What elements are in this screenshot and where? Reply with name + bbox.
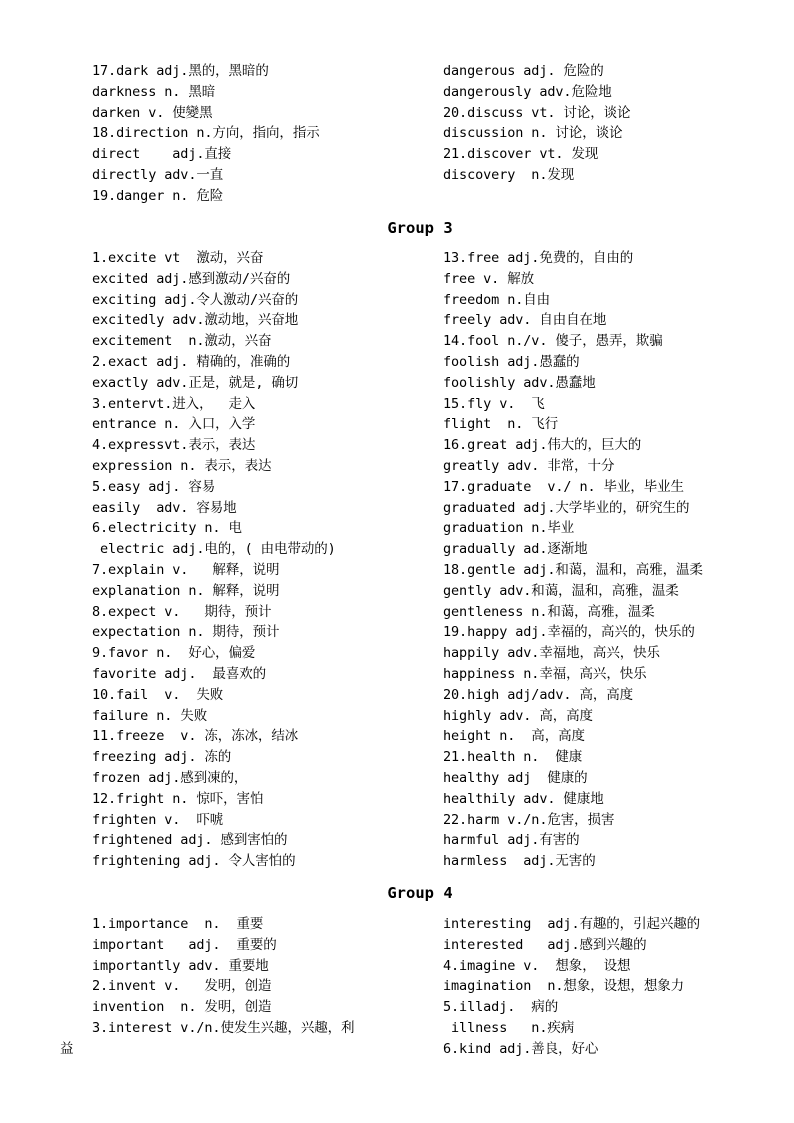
vocab-entry: frozen adj.感到凍的， bbox=[92, 769, 248, 786]
vocab-entry: 2.exact adj. 精确的，准确的 bbox=[92, 353, 291, 370]
vocab-entry: greatly adv. 非常，十分 bbox=[443, 457, 615, 474]
vocab-entry: explanation n. 解释，说明 bbox=[92, 582, 280, 599]
vocab-entry: 4.imagine v. 想象， 设想 bbox=[443, 957, 631, 974]
left-column bbox=[92, 61, 422, 207]
vocab-entry: exactly adv.正是，就是, 确切 bbox=[92, 374, 299, 391]
vocab-entry: graduated adj.大学毕业的，研究生的 bbox=[443, 499, 690, 516]
vocab-entry: 18.gentle adj.和蔼，温和，高雅，温柔 bbox=[443, 561, 703, 578]
right-column bbox=[443, 248, 763, 872]
vocab-entry: 16.great adj.伟大的，巨大的 bbox=[443, 437, 642, 454]
vocab-entry: 3.interest v./n.使发生兴趣，兴趣，利 bbox=[92, 1019, 355, 1036]
vocab-entry: 19.danger n. 危险 bbox=[92, 187, 224, 204]
vocab-entry: 19.happy adj.幸福的，高兴的，快乐的 bbox=[443, 624, 695, 641]
vocab-entry: 8.expect v. 期待，预计 bbox=[92, 603, 272, 620]
vocab-entry: 4.expressvt.表示，表达 bbox=[92, 437, 256, 454]
vocab-entry: interested adj.感到兴趣的 bbox=[443, 936, 647, 953]
vocab-entry: illness n.疾病 bbox=[443, 1019, 575, 1036]
wrapped-text-tail: 益 bbox=[60, 1041, 74, 1057]
vocab-entry: harmful adj.有害的 bbox=[443, 832, 580, 849]
vocab-entry: entrance n. 入口，入学 bbox=[92, 416, 256, 433]
vocab-entry: happily adv.幸福地，高兴，快乐 bbox=[443, 645, 660, 662]
vocab-entry: 7.explain v. 解释，说明 bbox=[92, 561, 280, 578]
vocab-entry: 13.free adj.免费的，自由的 bbox=[443, 250, 634, 266]
vocab-entry: 11.freeze v. 冻，冻冰，结冰 bbox=[92, 728, 299, 745]
vocab-entry: discussion n. 讨论，谈论 bbox=[443, 125, 623, 142]
vocab-entry: 20.discuss vt. 讨论，谈论 bbox=[443, 104, 631, 121]
vocab-entry: gently adv.和蔼，温和，高雅，温柔 bbox=[443, 582, 679, 599]
vocab-entry: electric adj.电的，( 由电带动的) bbox=[92, 541, 336, 558]
vocab-entry: darkness n. 黑暗 bbox=[92, 83, 216, 100]
vocab-entry: invention n. 发明，创造 bbox=[92, 999, 272, 1016]
vocab-entry: foolishly adv.愚蠢地 bbox=[443, 374, 596, 391]
vocab-entry: 9.favor n. 好心，偏爱 bbox=[92, 645, 256, 662]
vocab-entry: 17.dark adj.黑的，黑暗的 bbox=[92, 63, 269, 79]
vocab-entry: directly adv.一直 bbox=[92, 166, 224, 183]
vocab-entry: 12.fright n. 惊吓，害怕 bbox=[92, 790, 264, 807]
vocab-entry: discovery n.发现 bbox=[443, 166, 575, 183]
vocab-entry: 14.fool n./v. 傻子，愚弄，欺骗 bbox=[443, 333, 663, 350]
vocab-entry: 20.high adj/adv. 高，高度 bbox=[443, 686, 634, 703]
vocab-entry: 17.graduate v./ n. 毕业，毕业生 bbox=[443, 478, 684, 495]
right-column bbox=[443, 61, 763, 186]
vocab-entry: frightened adj. 感到害怕的 bbox=[92, 832, 288, 849]
vocab-entry: excitedly adv.激动地，兴奋地 bbox=[92, 312, 299, 329]
vocab-entry: gentleness n.和蔼，高雅，温柔 bbox=[443, 603, 655, 620]
vocab-entry: importantly adv. 重要地 bbox=[92, 957, 269, 974]
vocab-entry: direct adj.直接 bbox=[92, 146, 232, 163]
vocab-entry: height n. 高，高度 bbox=[443, 728, 585, 745]
vocab-entry: imagination n.想象，设想，想象力 bbox=[443, 978, 685, 995]
vocab-entry: darken v. 使變黑 bbox=[92, 104, 213, 121]
vocab-entry: free v. 解放 bbox=[443, 270, 535, 287]
vocab-entry: exciting adj.令人激动/兴奋的 bbox=[92, 291, 299, 308]
vocab-entry: 5.illadj. 病的 bbox=[443, 999, 559, 1016]
vocab-entry: 18.direction n.方向，指向，指示 bbox=[92, 125, 320, 142]
vocab-entry: graduation n.毕业 bbox=[443, 520, 575, 537]
vocab-entry: healthy adj 健康的 bbox=[443, 769, 588, 786]
vocab-entry: healthily adv. 健康地 bbox=[443, 790, 604, 807]
vocab-entry: 5.easy adj. 容易 bbox=[92, 478, 216, 495]
vocab-entry: excited adj.感到激动/兴奋的 bbox=[92, 270, 291, 287]
right-column bbox=[443, 914, 763, 1060]
vocab-entry: failure n. 失败 bbox=[92, 707, 208, 724]
vocab-entry: 6.electricity n. 电 bbox=[92, 520, 242, 537]
vocab-entry: harmless adj.无害的 bbox=[443, 853, 596, 870]
vocab-entry: freezing adj. 冻的 bbox=[92, 749, 232, 766]
vocab-entry: 21.discover vt. 发现 bbox=[443, 146, 599, 163]
vocab-entry: gradually ad.逐渐地 bbox=[443, 541, 588, 558]
vocab-entry: 22.harm v./n.危害，损害 bbox=[443, 811, 615, 828]
vocab-entry: 6.kind adj.善良，好心 bbox=[443, 1040, 599, 1057]
group-3-heading: Group 3 bbox=[387, 219, 453, 237]
vocab-entry: happiness n.幸福，高兴，快乐 bbox=[443, 665, 647, 682]
vocab-entry: freely adv. 自由自在地 bbox=[443, 312, 607, 329]
vocab-entry: 2.invent v. 发明，创造 bbox=[92, 978, 272, 995]
vocab-entry: expression n. 表示，表达 bbox=[92, 457, 272, 474]
vocab-entry: expectation n. 期待，预计 bbox=[92, 624, 280, 641]
vocab-entry: 15.fly v. 飞 bbox=[443, 395, 545, 412]
vocab-entry: 1.excite vt 激动，兴奋 bbox=[92, 250, 264, 266]
vocab-entry: easily adv. 容易地 bbox=[92, 499, 237, 516]
vocab-entry: excitement n.激动，兴奋 bbox=[92, 333, 272, 350]
vocab-entry: highly adv. 高，高度 bbox=[443, 707, 593, 724]
left-column bbox=[92, 248, 422, 872]
vocab-entry: favorite adj. 最喜欢的 bbox=[92, 665, 267, 682]
vocab-entry: 3.entervt.进入， 走入 bbox=[92, 395, 256, 412]
vocab-entry: 21.health n. 健康 bbox=[443, 749, 583, 766]
vocab-entry: flight n. 飞行 bbox=[443, 416, 559, 433]
vocab-entry: freedom n.自由 bbox=[443, 291, 551, 308]
vocab-entry: important adj. 重要的 bbox=[92, 936, 277, 953]
vocab-entry: frighten v. 吓唬 bbox=[92, 811, 224, 828]
group-4-heading: Group 4 bbox=[387, 884, 453, 902]
vocab-entry: 1.importance n. 重要 bbox=[92, 916, 264, 932]
left-column bbox=[92, 914, 422, 1039]
vocab-entry: dangerously adv.危险地 bbox=[443, 83, 612, 100]
vocab-entry: 10.fail v. 失败 bbox=[92, 686, 224, 703]
vocab-entry: dangerous adj. 危险的 bbox=[443, 63, 604, 79]
vocab-entry: frightening adj. 令人害怕的 bbox=[92, 853, 296, 870]
vocab-entry: foolish adj.愚蠢的 bbox=[443, 353, 580, 370]
vocab-entry: interesting adj.有趣的，引起兴趣的 bbox=[443, 916, 701, 932]
